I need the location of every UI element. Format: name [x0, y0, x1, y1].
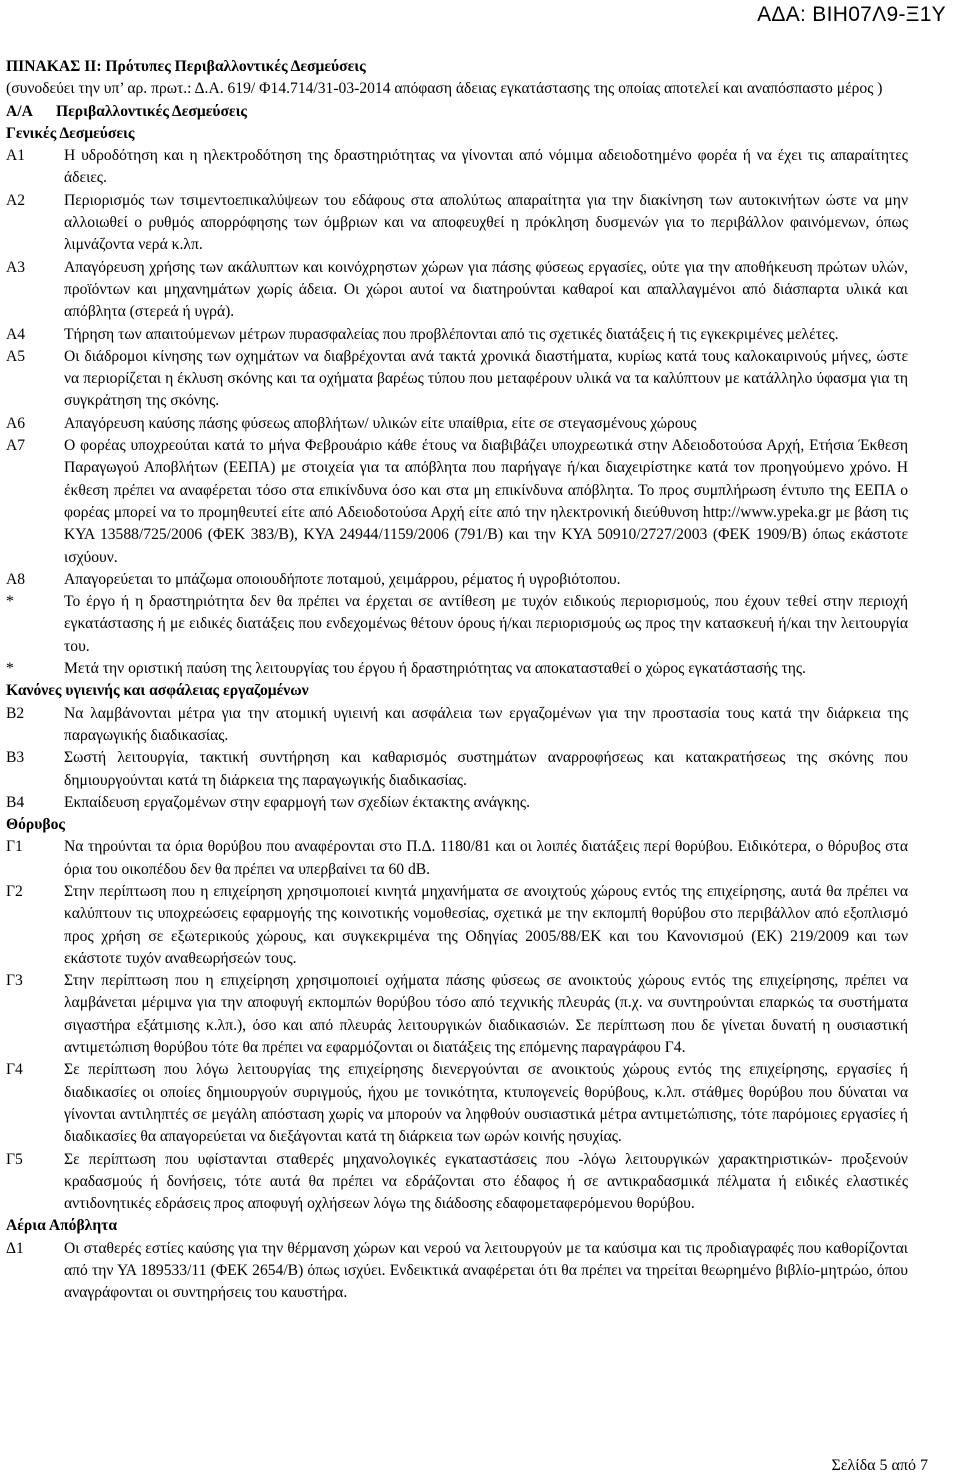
commitment-item	[6, 703, 908, 748]
commitment-text: Ο φορέας υποχρεούται κατά το μήνα Φεβρουάριο κάθε έτους να διαβιβάζει υποχρεωτικά στην Αδειοδοτούσα Αρχή, Ετήσια Έκθεση Παραγωγού Αποβλήτων (ΕΕΠΑ) με στοιχεία για τα απόβλητα που παρήγαγε ή/και διαχειρίστηκε κατά τον προηγούμενο χρόνο. Η έκθεση πρέπει να αναφέρεται τόσο στα επικίνδυνα όσο και στα μη επικίνδυνα απόβλητα. Το προς συμπλήρωση έντυπο της ΕΕΠΑ ο φορέας μπορεί να το προμηθευτεί είτε από Αδειοδοτούσα Αρχή είτε από την ηλεκτρονική διεύθυνση http://www.ypeka.gr με βάση τις ΚΥΑ 13588/725/2006 (ΦΕΚ 383/Β), ΚΥΑ 24944/1159/2006 (791/Β) και την ΚΥΑ 50910/2727/2003 (ΦΕΚ 1909/Β) όπως εκάστοτε ισχύουν.	[64, 437, 908, 566]
commitment-text: Απαγόρευση καύσης πάσης φύσεως αποβλήτων/ υλικών είτε υπαίθρια, είτε σε στεγασμένους χώρους	[64, 414, 697, 432]
commitment-text: Το έργο ή η δραστηριότητα δεν θα πρέπει να έρχεται σε αντίθεση με τυχόν ειδικούς περιορισμούς, που έχουν τεθεί στην περιοχή εγκατάστασης ή με ειδικές διατάξεις που ενδεχομένως θέτουν όρους ή/και περιορισμούς ως προς την κατασκευή ή/και την λειτουργία του.	[64, 593, 908, 655]
commitment-code: Α4	[6, 325, 26, 343]
section-heading: Αέρια Απόβλητα	[6, 1217, 118, 1235]
table-header-label: Περιβαλλοντικές Δεσμεύσεις	[56, 102, 248, 120]
commitment-text: Σωστή λειτουργία, τακτική συντήρηση και καθαρισμός συστημάτων αναρροφήσεως και κατακρατήσεως της σκόνης που δημιουργούνται κατά τη διάρκεια της παραγωγικής διαδικασίας.	[64, 749, 908, 789]
commitment-text: Απαγορεύεται το μπάζωμα οποιουδήποτε ποταμού, χειμάρρου, ρέματος ή υγροβιότοπου.	[64, 570, 621, 588]
commitment-code: Α6	[6, 414, 26, 432]
commitment-item	[6, 413, 908, 435]
commitment-text: Εκπαίδευση εργαζομένων στην εφαρμογή των σχεδίων έκτακτης ανάγκης.	[64, 793, 530, 811]
commitment-text: Περιορισμός των τσιμεντοεπικαλύψεων του εδάφους στα απολύτως απαραίτητα για την διακίνηση των αυτοκινήτων ώστε να μην αλλοιωθεί ο ρυθμός απορρόφησης των όμβριων και να αποφευχθεί η πρόκληση δυσμενών για το περιβάλλον φαινόμενων, όπως λιμνάζοντα νερά κ.λπ.	[64, 191, 908, 254]
commitment-code: Α2	[6, 191, 26, 209]
commitment-item	[6, 591, 908, 658]
commitment-code: *	[6, 660, 14, 678]
section-heading: Θόρυβος	[6, 816, 65, 834]
commitment-code: Α3	[6, 258, 26, 276]
commitment-item	[6, 257, 908, 324]
commitment-code: Γ4	[6, 1061, 23, 1079]
commitment-code: Β3	[6, 749, 25, 767]
commitment-text: Στην περίπτωση που η επιχείρηση χρησιμοποιεί οχήματα πάσης φύσεως σε ανοικτούς χώρους εντός της επιχείρησης, πρέπει να λαμβάνεται μέριμνα για την αποφυγή εκπομπών θορύβου τόσο από τεχνικής πλευράς (π.χ. να συντηρούνται επαρκώς τα συστήματα σιγαστήρα εξάτμισης κ.λπ.), όσο και από πλευράς λειτουργικών διαδικασιών. Σε περίπτωση που δε γίνεται δυνατή η ουσιαστική αντιμετώπιση θορύβου τότε θα πρέπει να εφαρμόζονται οι διατάξεις της επόμενης παραγράφου Γ4.	[64, 972, 908, 1057]
commitment-item	[6, 1238, 908, 1305]
commitment-text: Να λαμβάνονται μέτρα για την ατομική υγιεινή και ασφάλεια των εργαζομένων για την προστασία τους κατά την διάρκεια της παραγωγικής διαδικασίας.	[64, 704, 908, 744]
section-heading: Γενικές Δεσμεύσεις	[6, 124, 135, 142]
commitment-text: Οι διάδρομοι κίνησης των οχημάτων να διαβρέχονται ανά τακτά χρονικά διαστήματα, κυρίως κατά τους καλοκαιρινούς μήνες, ώστε να περιορίζεται η έκλυση σκόνης και τα οχήματα βαρέως τύπου που μεταφέρουν υλικά να τα καλύπτουν με κατάλληλο ύφασμα για τη συγκράτηση της σκόνης.	[64, 347, 908, 410]
section-heading: Κανόνες υγιεινής και ασφάλειας εργαζομένων	[6, 682, 309, 700]
commitment-code: Γ1	[6, 838, 23, 856]
commitments-list	[6, 123, 908, 1305]
commitment-code: Β2	[6, 704, 25, 722]
commitment-item	[6, 324, 908, 346]
commitment-item	[6, 836, 908, 881]
commitment-code: Α8	[6, 570, 26, 588]
commitment-code: Β4	[6, 793, 25, 811]
commitment-code: Γ5	[6, 1150, 23, 1168]
commitment-item	[6, 190, 908, 257]
document-title: ΠΙΝΑΚΑΣ ΙΙ: Πρότυπες Περιβαλλοντικές Δεσμεύσεις	[6, 58, 366, 75]
commitment-code: Γ3	[6, 972, 23, 990]
document-body	[6, 56, 908, 1305]
commitment-item	[6, 747, 908, 792]
commitment-text: Στην περίπτωση που η επιχείρηση χρησιμοποιεί κινητά μηχανήματα σε ανοιχτούς χώρους εντός της επιχείρησης, αυτά θα πρέπει να καλύπτουν τις υποχρεώσεις εφαρμογής της κοινοτικής νομοθεσίας, σχετικά με την εκπομπή θορύβου στο περιβάλλον από εξοπλισμό προς χρήση σε εξωτερικούς χώρους, και συγκεκριμένα της Οδηγίας 2005/88/ΕΚ και του Κανονισμού (ΕΚ) 219/2009 και των εκάστοτε τυχόν αναθεωρήσεών τους.	[64, 882, 908, 967]
table-header-number: Α/Α	[6, 102, 33, 120]
commitment-code: Α1	[6, 147, 26, 165]
table-header	[6, 101, 908, 123]
commitment-code: Α5	[6, 347, 26, 365]
commitment-item	[6, 145, 908, 190]
page-number: Σελίδα 5 από 7	[831, 1457, 928, 1474]
commitment-code: Α7	[6, 437, 26, 455]
commitment-item	[6, 569, 908, 591]
commitment-item	[6, 970, 908, 1059]
commitment-text: Τήρηση των απαιτούμενων μέτρων πυρασφαλείας που προβλέπονται από τις σχετικές διατάξεις ή τις εγκεκριμένες μελέτες.	[64, 325, 839, 343]
commitment-text: Σε περίπτωση που λόγω λειτουργίας της επιχείρησης διενεργούνται σε ανοικτούς χώρους εντός της επιχείρησης, εργασίες ή διαδικασίες οι οποίες δημιουργούν συριγμούς, ήχου με τονικότητα, κτυπογενείς θορύβους, κ.λπ. στάθμες θορύβου που δύναται να γίνονται αντιληπτές σε μεγάλη απόσταση χωρίς να μπορούν να ληφθούν ουσιαστικά μέτρα αντιμετώπισης, τότε παρόμοιες εργασίες ή διαδικασίες θα απαγορεύεται να διεξάγονται κατά τη διάρκεια των ωρών κοινής ησυχίας.	[64, 1061, 908, 1146]
commitment-item	[6, 1059, 908, 1148]
commitment-text: Οι σταθερές εστίες καύσης για την θέρμανση χώρων και νερού να λειτουργούν με τα καύσιμα και τις προδιαγραφές που καθορίζονται από την ΥΑ 189533/11 (ΦΕΚ 2654/Β) όπως ισχύει. Ενδεικτικά αναφέρεται ότι θα πρέπει να τηρείται θεωρημένο βιβλίο-μητρώο, όπου αναγράφονται οι συντηρήσεις του καυστήρα.	[64, 1239, 908, 1302]
ada-code: ΑΔΑ: ΒΙΗ07Λ9-Ξ1Υ	[757, 3, 946, 26]
commitment-text: Σε περίπτωση που υφίστανται σταθερές μηχανολογικές εγκαταστάσεις που -λόγω λειτουργικών χαρακτηριστικών- προξενούν κραδασμούς ή δονήσεις, τότε αυτά θα πρέπει να εδράζονται στο έδαφος ή σε αντικραδασμικά πέλματα ή ειδικές ελαστικές αντιδονητικές εδράσεις προς αποφυγή οχλήσεων λόγω της διάδοσης εδαφομεταφερόμενου θορύβου.	[64, 1150, 908, 1213]
commitment-text: Μετά την οριστική παύση της λειτουργίας του έργου ή δραστηριότητας να αποκατασταθεί ο χώρος εγκατάστασής της.	[64, 660, 806, 678]
commitment-text: Να τηρούνται τα όρια θορύβου που αναφέρονται στο Π.Δ. 1180/81 και οι λοιπές διατάξεις περί θορύβου. Ειδικότερα, ο θόρυβος στα όρια του οικοπέδου δεν θα πρέπει να υπερβαίνει τα 60 dB.	[64, 838, 908, 878]
commitment-item	[6, 881, 908, 970]
commitment-text: Απαγόρευση χρήσης των ακάλυπτων και κοινόχρηστων χώρων για πάσης φύσεως εργασίες, ούτε για την αποθήκευση πρώτων υλών, προϊόντων και μηχανημάτων χωρίς άδεια. Οι χώροι αυτοί να διατηρούνται καθαροί και απαλλαγμένοι από διάσπαρτα υλικά και απόβλητα (στερεά ή υγρά).	[64, 258, 908, 321]
commitment-item	[6, 346, 908, 413]
commitment-code: *	[6, 593, 14, 611]
commitment-text: Η υδροδότηση και η ηλεκτροδότηση της δραστηριότητας να γίνονται από νόμιμα αδειοδοτημένο φορέα ή να έχει τις απαραίτητες άδειες.	[64, 147, 908, 187]
commitment-item	[6, 658, 908, 680]
commitment-code: Γ2	[6, 882, 23, 900]
commitment-code: Δ1	[6, 1239, 24, 1257]
document-intro: (συνοδεύει την υπ’ αρ. πρωτ.: Δ.Α. 619/ Φ14.714/31-03-2014 απόφαση άδειας εγκατάστασης της οποίας αποτελεί και αναπόσπαστο μέρος )	[6, 80, 883, 98]
commitment-item	[6, 792, 908, 814]
commitment-item	[6, 1149, 908, 1216]
commitment-item	[6, 435, 908, 569]
